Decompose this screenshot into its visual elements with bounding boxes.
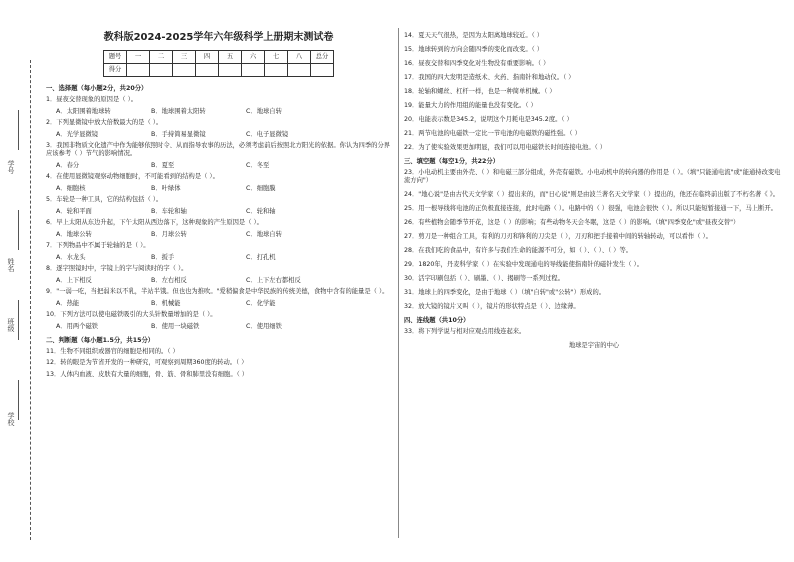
question-24: 24．"地心说"是由古代天文学家（ ）提出来的，而"日心说"则是由波兰著名天文学家（ ）提出的，他还在临终前出版了不朽名著《 》。 — [404, 191, 780, 198]
score-cell — [219, 64, 242, 77]
page-title: 教科版2024-2025学年六年级科学上册期末测试卷 — [103, 32, 334, 43]
option: C．冬至 — [246, 161, 270, 169]
score-header-cell: 五 — [219, 51, 242, 64]
section3-title: 三、填空题（每空1分，共22分） — [404, 158, 500, 165]
score-cell — [127, 64, 150, 77]
score-cell — [288, 64, 311, 77]
question-21: 21．两节电池的电磁铁一定比一节电池的电磁铁的磁性强。（ ） — [404, 130, 581, 137]
binding-label-school: 学校 — [7, 412, 15, 426]
question-12: 12．转的眼是为节省开发的一种研究，可观察到周期360度的转动。（ ） — [46, 359, 248, 366]
question-31: 31．地球上的四季变化，是由于地球（ ）（填"自转"或"公转"）形成的。 — [404, 289, 606, 296]
question-10-options — [56, 323, 391, 331]
question-5: 5．车轮是一种工具，它的结构包括（ ）。 — [46, 196, 163, 203]
score-header-cell: 总分 — [311, 51, 334, 64]
binding-blank-student-id — [18, 110, 19, 150]
option: C．化学能 — [246, 299, 276, 307]
question-18: 18．轮轴和螺丝、杠杆一样，也是一种简单机械。（ ） — [404, 88, 556, 95]
question-33: 33．将下列学说与相对应观点用线连起来。 — [404, 328, 526, 335]
option: C．上下左右都相反 — [246, 276, 301, 284]
question-13: 13．人体内血液、皮肤有大量的细胞，骨、筋、骨和肺里没有细胞。（ ） — [46, 370, 249, 378]
option: B．左右相反 — [151, 276, 187, 284]
question-4-options — [56, 185, 391, 193]
score-table-score-row — [104, 64, 334, 77]
section4-title: 四、连线题（共10分） — [404, 317, 470, 324]
column-divider — [398, 28, 399, 538]
option: A．用两个磁铁 — [56, 322, 99, 330]
option: A．轮和平面 — [56, 207, 92, 215]
option: B．车轮和轴 — [151, 207, 187, 215]
option: A．细胞核 — [56, 184, 86, 192]
option: B．地球围着太阳转 — [151, 107, 206, 115]
option: A．太阳围着地球转 — [56, 107, 111, 115]
question-28: 28．在我们吃的食品中，有许多与我们生命的能源不可分，如（ ）、（ ）、（ ）等。 — [404, 247, 633, 254]
question-1-options — [56, 108, 391, 116]
option: B．扳手 — [151, 253, 175, 261]
question-6-options — [56, 231, 391, 239]
binding-label-name: 姓名 — [7, 258, 15, 272]
question-20: 20．电能表示数是345.2，说明这个月耗电是345.2度。（ ） — [404, 116, 573, 123]
score-header-cell: 题号 — [104, 51, 127, 64]
question-9: 9．"一弱一吃，当把弱米以不乳，半站半饿。但也也为推吹。"爱稍偏食是中华民族的传统美德，食物中含有的能量是（ ）。 — [46, 288, 389, 295]
left-column — [46, 32, 391, 382]
score-table-header-row — [104, 51, 334, 64]
score-cell — [173, 64, 196, 77]
option: B．月球公转 — [151, 230, 187, 238]
option: B．手持简易显微镜 — [151, 130, 206, 138]
question-8: 8．逐字照镜时中，字镜上的字与阅读时的字（ ）。 — [46, 265, 188, 272]
question-17: 17．我国的四大发明是造纸术、火药、指南针和地动仪。（ ） — [404, 74, 575, 81]
question-27: 27．剪刀是一种组合工具，有利的刀刃和锋利的刀尖是（ ），刀刃和把手接着中间的转轴转动，可以看作（ ）。 — [404, 233, 712, 240]
option: A．光学显微镜 — [56, 130, 99, 138]
question-2: 2．下列显微镜中放大倍数最大的是（ ）。 — [46, 119, 163, 126]
score-table — [103, 50, 334, 77]
question-4: 4．在使用显微镜观察动物细胞时，不可能看到的结构是（ ）。 — [46, 173, 219, 180]
option: C．电子显微镜 — [246, 130, 289, 138]
score-header-cell: 三 — [173, 51, 196, 64]
score-cell — [311, 64, 334, 77]
score-header-cell: 二 — [150, 51, 173, 64]
question-6: 6．早上太阳从东边升起，下午太阳从西边落下，这种现象的产生原因是（ ）。 — [46, 219, 263, 226]
option: B．夏至 — [151, 161, 175, 169]
question-23: 23．小电动机主要由外壳、（ ）和电磁三部分组成，外壳有磁铁。小电动机中的转向器的作用是（ ）。（填"只能通电流"或"能通持改变电流方向"） — [404, 169, 781, 184]
binding-label-student-id: 学号 — [7, 160, 15, 174]
option: C．轮和轴 — [246, 207, 276, 215]
question-8-options — [56, 277, 391, 285]
option: A．春分 — [56, 161, 80, 169]
right-column — [404, 32, 784, 350]
matching-item: 地球是宇宙的中心 — [568, 342, 620, 349]
score-header-cell: 一 — [127, 51, 150, 64]
question-10: 10．下列方法可以使电磁铁吸引的大头针数量增加的是（ ）。 — [46, 311, 217, 318]
section1-title: 一、选择题（每小题2分，共20分） — [46, 85, 148, 92]
binding-cut-line — [30, 60, 31, 540]
score-header-cell: 六 — [242, 51, 265, 64]
question-16: 16．昼夜交替和四季变化对生物没有重要影响。（ ） — [404, 60, 550, 67]
score-cell — [265, 64, 288, 77]
question-7: 7．下列物品中不属于轮轴的是（ ）。 — [46, 242, 150, 249]
question-1: 1．昼夜交替现象的原因是（ ）。 — [46, 96, 138, 103]
score-cell — [150, 64, 173, 77]
score-header-cell: 四 — [196, 51, 219, 64]
option: B．叶绿体 — [151, 184, 181, 192]
question-32: 32．放大镜的镜片又叫（ ），镜片的形状特点是（ ）、边缘薄。 — [404, 303, 580, 310]
section2-title: 二、判断题（每小题1.5分，共15分） — [46, 336, 155, 344]
question-9-options — [56, 300, 391, 308]
binding-blank-name — [18, 210, 19, 250]
binding-label-class: 班级 — [7, 318, 15, 332]
option: A．水龙头 — [56, 253, 86, 261]
question-5-options — [56, 208, 391, 216]
question-26: 26．有些植物会随季节开花，这是（ ）的影响；有些动物冬天会冬眠，这是（ ）的影响。（填"四季变化"或"昼夜交替"） — [404, 219, 740, 226]
option: A．地球公转 — [56, 230, 92, 238]
score-row-label: 得分 — [104, 64, 127, 77]
score-header-cell: 七 — [265, 51, 288, 64]
option: A．上下相反 — [56, 276, 92, 284]
binding-margin — [0, 0, 44, 562]
option: B．机械能 — [151, 299, 181, 307]
question-30: 30．活字印刷包括（ ）、刷墨、（ ）、揭刷等一系列过程。 — [404, 275, 564, 282]
question-7-options — [56, 254, 391, 262]
question-25: 25．用一根导线将电池的正负极直接连接，此时电路（ ）。电路中的（ ）很强，电池会很快（ ）。所以只能短暂接通一下，马上断开。 — [404, 205, 777, 212]
question-3: 3．我国非物质文化遗产中作为能够依照时令、从而指导农事的历法，必须考虑前后按照北方阳光的依据。你认为四季的分界应该参考（ ）节气的影响情况。 — [46, 142, 391, 157]
option: C．细胞膜 — [246, 184, 276, 192]
question-15: 15．地球转到的方向会随四季的变化而改变。（ ） — [404, 46, 544, 53]
question-29: 29．1820年，丹麦科学家（ ）在实验中发现通电的导线能使指南针的磁针发生（ ）。 — [404, 261, 643, 268]
option: C．地球自转 — [246, 230, 282, 238]
option: C．打孔机 — [246, 253, 276, 261]
score-cell — [242, 64, 265, 77]
score-cell — [196, 64, 219, 77]
question-11: 11．生物不同组织或器官的细胞是相同的。（ ） — [46, 347, 179, 355]
question-2-options — [56, 131, 391, 139]
option: B．使用一块磁铁 — [151, 322, 200, 330]
score-header-cell: 八 — [288, 51, 311, 64]
question-14: 14．夏天天气很热，是因为太阳离地球较近。（ ） — [404, 32, 544, 39]
binding-blank-school — [18, 380, 19, 420]
question-19: 19．能量大力的作用组的能量也没有变化。（ ） — [404, 102, 537, 109]
option: C．使用细铁 — [246, 322, 282, 330]
option: C．地球自转 — [246, 107, 282, 115]
binding-blank-class — [18, 300, 19, 340]
question-3-options — [56, 162, 391, 170]
question-22: 22．为了使实验效果更加明显，我们可以用电磁铁长时间连接电池。（ ） — [404, 144, 607, 151]
option: A．热能 — [56, 299, 80, 307]
